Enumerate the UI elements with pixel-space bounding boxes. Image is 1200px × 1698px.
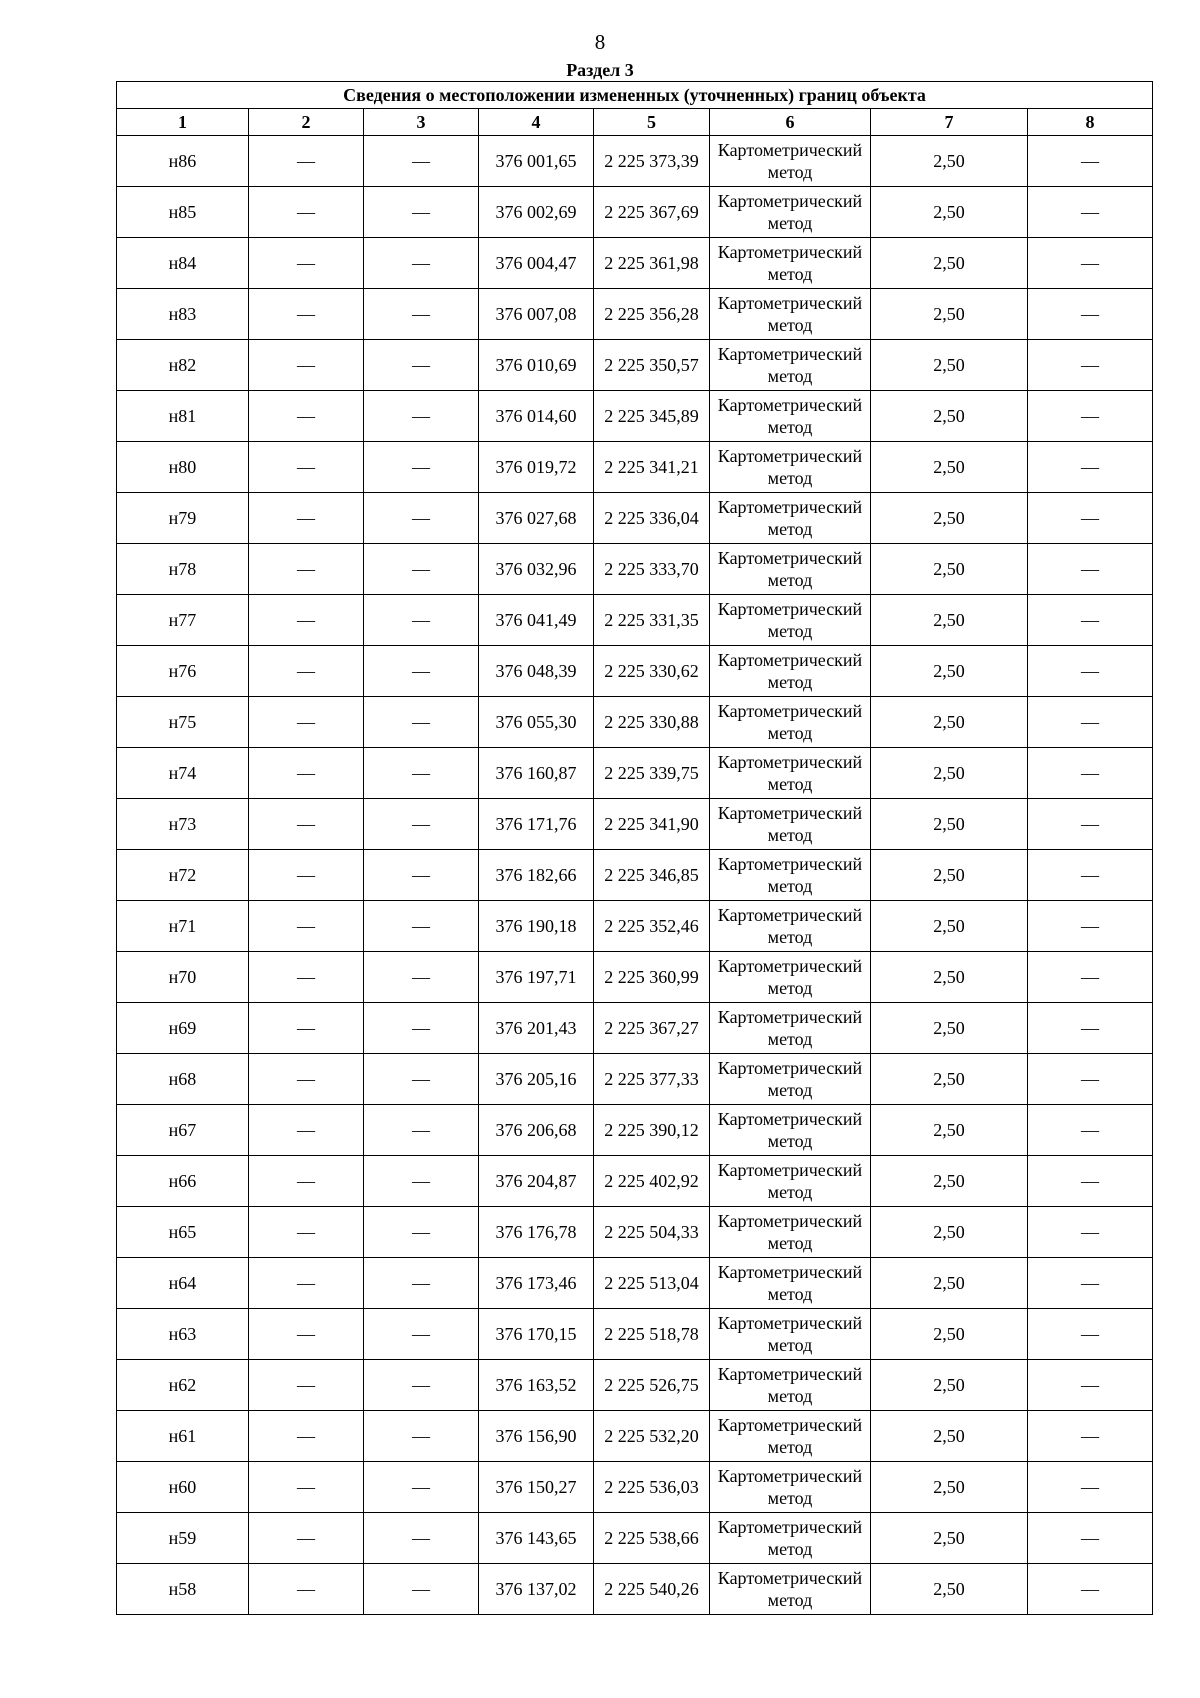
empty-cell: — — [1028, 901, 1153, 952]
empty-cell: — — [364, 1258, 479, 1309]
method-cell: Картометрический метод — [710, 646, 871, 697]
precision-cell: 2,50 — [871, 646, 1028, 697]
x-coordinate-cell: 376 170,15 — [479, 1309, 594, 1360]
table-row — [117, 238, 1153, 289]
x-coordinate-cell: 376 001,65 — [479, 136, 594, 187]
empty-cell: — — [1028, 391, 1153, 442]
precision-cell: 2,50 — [871, 1309, 1028, 1360]
point-number-cell: н79 — [117, 493, 249, 544]
empty-cell: — — [1028, 952, 1153, 1003]
method-cell: Картометрический метод — [710, 1054, 871, 1105]
y-coordinate-cell: 2 225 402,92 — [594, 1156, 710, 1207]
method-cell: Картометрический метод — [710, 493, 871, 544]
empty-cell: — — [364, 391, 479, 442]
table-row — [117, 952, 1153, 1003]
empty-cell: — — [364, 1003, 479, 1054]
x-coordinate-cell: 376 190,18 — [479, 901, 594, 952]
empty-cell: — — [249, 1156, 364, 1207]
empty-cell: — — [364, 595, 479, 646]
column-number-row — [117, 109, 1153, 136]
empty-cell: — — [249, 850, 364, 901]
table-row — [117, 748, 1153, 799]
method-cell: Картометрический метод — [710, 1003, 871, 1054]
precision-cell: 2,50 — [871, 1513, 1028, 1564]
y-coordinate-cell: 2 225 330,88 — [594, 697, 710, 748]
point-number-cell: н75 — [117, 697, 249, 748]
point-number-cell: н60 — [117, 1462, 249, 1513]
method-cell: Картометрический метод — [710, 289, 871, 340]
empty-cell: — — [1028, 1156, 1153, 1207]
empty-cell: — — [249, 136, 364, 187]
y-coordinate-cell: 2 225 540,26 — [594, 1564, 710, 1615]
x-coordinate-cell: 376 163,52 — [479, 1360, 594, 1411]
point-number-cell: н70 — [117, 952, 249, 1003]
empty-cell: — — [249, 289, 364, 340]
precision-cell: 2,50 — [871, 1360, 1028, 1411]
precision-cell: 2,50 — [871, 595, 1028, 646]
empty-cell: — — [249, 1054, 364, 1105]
point-number-cell: н61 — [117, 1411, 249, 1462]
method-cell: Картометрический метод — [710, 391, 871, 442]
point-number-cell: н58 — [117, 1564, 249, 1615]
table-row — [117, 1054, 1153, 1105]
y-coordinate-cell: 2 225 526,75 — [594, 1360, 710, 1411]
method-cell: Картометрический метод — [710, 850, 871, 901]
empty-cell: — — [249, 595, 364, 646]
y-coordinate-cell: 2 225 532,20 — [594, 1411, 710, 1462]
method-cell: Картометрический метод — [710, 1513, 871, 1564]
precision-cell: 2,50 — [871, 136, 1028, 187]
y-coordinate-cell: 2 225 339,75 — [594, 748, 710, 799]
x-coordinate-cell: 376 206,68 — [479, 1105, 594, 1156]
empty-cell: — — [249, 799, 364, 850]
table-row — [117, 289, 1153, 340]
y-coordinate-cell: 2 225 330,62 — [594, 646, 710, 697]
empty-cell: — — [364, 187, 479, 238]
empty-cell: — — [1028, 544, 1153, 595]
empty-cell: — — [1028, 136, 1153, 187]
column-number: 8 — [1028, 109, 1153, 136]
table-row — [117, 1513, 1153, 1564]
precision-cell: 2,50 — [871, 1105, 1028, 1156]
table-caption-row — [117, 82, 1153, 109]
empty-cell: — — [364, 289, 479, 340]
empty-cell: — — [1028, 748, 1153, 799]
method-cell: Картометрический метод — [710, 1564, 871, 1615]
method-cell: Картометрический метод — [710, 595, 871, 646]
table-row — [117, 1156, 1153, 1207]
y-coordinate-cell: 2 225 356,28 — [594, 289, 710, 340]
empty-cell: — — [1028, 1003, 1153, 1054]
empty-cell: — — [1028, 799, 1153, 850]
empty-cell: — — [364, 799, 479, 850]
point-number-cell: н84 — [117, 238, 249, 289]
table-row — [117, 1258, 1153, 1309]
table-row — [117, 901, 1153, 952]
y-coordinate-cell: 2 225 504,33 — [594, 1207, 710, 1258]
x-coordinate-cell: 376 143,65 — [479, 1513, 594, 1564]
precision-cell: 2,50 — [871, 1411, 1028, 1462]
method-cell: Картометрический метод — [710, 544, 871, 595]
point-number-cell: н66 — [117, 1156, 249, 1207]
precision-cell: 2,50 — [871, 442, 1028, 493]
precision-cell: 2,50 — [871, 340, 1028, 391]
empty-cell: — — [364, 646, 479, 697]
method-cell: Картометрический метод — [710, 187, 871, 238]
y-coordinate-cell: 2 225 352,46 — [594, 901, 710, 952]
empty-cell: — — [364, 1309, 479, 1360]
point-number-cell: н59 — [117, 1513, 249, 1564]
empty-cell: — — [364, 850, 479, 901]
empty-cell: — — [1028, 1258, 1153, 1309]
empty-cell: — — [1028, 1564, 1153, 1615]
x-coordinate-cell: 376 014,60 — [479, 391, 594, 442]
point-number-cell: н73 — [117, 799, 249, 850]
precision-cell: 2,50 — [871, 850, 1028, 901]
precision-cell: 2,50 — [871, 1207, 1028, 1258]
empty-cell: — — [1028, 187, 1153, 238]
table-row — [117, 391, 1153, 442]
y-coordinate-cell: 2 225 373,39 — [594, 136, 710, 187]
table-row — [117, 646, 1153, 697]
column-number: 3 — [364, 109, 479, 136]
point-number-cell: н65 — [117, 1207, 249, 1258]
point-number-cell: н72 — [117, 850, 249, 901]
empty-cell: — — [249, 1411, 364, 1462]
point-number-cell: н85 — [117, 187, 249, 238]
precision-cell: 2,50 — [871, 697, 1028, 748]
point-number-cell: н82 — [117, 340, 249, 391]
boundary-coordinates-table — [116, 81, 1153, 1615]
point-number-cell: н64 — [117, 1258, 249, 1309]
empty-cell: — — [364, 544, 479, 595]
point-number-cell: н74 — [117, 748, 249, 799]
x-coordinate-cell: 376 019,72 — [479, 442, 594, 493]
precision-cell: 2,50 — [871, 1156, 1028, 1207]
x-coordinate-cell: 376 204,87 — [479, 1156, 594, 1207]
empty-cell: — — [249, 1207, 364, 1258]
empty-cell: — — [249, 391, 364, 442]
method-cell: Картометрический метод — [710, 1462, 871, 1513]
empty-cell: — — [364, 136, 479, 187]
point-number-cell: н83 — [117, 289, 249, 340]
point-number-cell: н67 — [117, 1105, 249, 1156]
empty-cell: — — [249, 952, 364, 1003]
table-row — [117, 136, 1153, 187]
precision-cell: 2,50 — [871, 1462, 1028, 1513]
x-coordinate-cell: 376 201,43 — [479, 1003, 594, 1054]
y-coordinate-cell: 2 225 536,03 — [594, 1462, 710, 1513]
empty-cell: — — [249, 493, 364, 544]
method-cell: Картометрический метод — [710, 1309, 871, 1360]
y-coordinate-cell: 2 225 360,99 — [594, 952, 710, 1003]
empty-cell: — — [249, 544, 364, 595]
method-cell: Картометрический метод — [710, 1258, 871, 1309]
x-coordinate-cell: 376 027,68 — [479, 493, 594, 544]
method-cell: Картометрический метод — [710, 799, 871, 850]
precision-cell: 2,50 — [871, 289, 1028, 340]
method-cell: Картометрический метод — [710, 901, 871, 952]
column-number: 4 — [479, 109, 594, 136]
method-cell: Картометрический метод — [710, 1411, 871, 1462]
x-coordinate-cell: 376 205,16 — [479, 1054, 594, 1105]
empty-cell: — — [249, 646, 364, 697]
table-row — [117, 493, 1153, 544]
empty-cell: — — [364, 1156, 479, 1207]
method-cell: Картометрический метод — [710, 1207, 871, 1258]
point-number-cell: н76 — [117, 646, 249, 697]
x-coordinate-cell: 376 160,87 — [479, 748, 594, 799]
empty-cell: — — [249, 187, 364, 238]
precision-cell: 2,50 — [871, 1258, 1028, 1309]
empty-cell: — — [1028, 1309, 1153, 1360]
column-number: 5 — [594, 109, 710, 136]
empty-cell: — — [364, 493, 479, 544]
table-row — [117, 1360, 1153, 1411]
table-row — [117, 1411, 1153, 1462]
empty-cell: — — [249, 1462, 364, 1513]
x-coordinate-cell: 376 173,46 — [479, 1258, 594, 1309]
x-coordinate-cell: 376 032,96 — [479, 544, 594, 595]
method-cell: Картометрический метод — [710, 1156, 871, 1207]
empty-cell: — — [1028, 1105, 1153, 1156]
empty-cell: — — [1028, 1411, 1153, 1462]
precision-cell: 2,50 — [871, 748, 1028, 799]
y-coordinate-cell: 2 225 513,04 — [594, 1258, 710, 1309]
empty-cell: — — [249, 1309, 364, 1360]
x-coordinate-cell: 376 002,69 — [479, 187, 594, 238]
precision-cell: 2,50 — [871, 901, 1028, 952]
method-cell: Картометрический метод — [710, 136, 871, 187]
y-coordinate-cell: 2 225 345,89 — [594, 391, 710, 442]
empty-cell: — — [1028, 442, 1153, 493]
y-coordinate-cell: 2 225 331,35 — [594, 595, 710, 646]
empty-cell: — — [249, 238, 364, 289]
table-row — [117, 595, 1153, 646]
empty-cell: — — [249, 1105, 364, 1156]
empty-cell: — — [364, 1207, 479, 1258]
point-number-cell: н63 — [117, 1309, 249, 1360]
empty-cell: — — [364, 1411, 479, 1462]
table-row — [117, 1105, 1153, 1156]
table-row — [117, 442, 1153, 493]
table-row — [117, 799, 1153, 850]
precision-cell: 2,50 — [871, 544, 1028, 595]
precision-cell: 2,50 — [871, 238, 1028, 289]
point-number-cell: н78 — [117, 544, 249, 595]
table-row — [117, 697, 1153, 748]
empty-cell: — — [1028, 238, 1153, 289]
precision-cell: 2,50 — [871, 1054, 1028, 1105]
method-cell: Картометрический метод — [710, 952, 871, 1003]
x-coordinate-cell: 376 171,76 — [479, 799, 594, 850]
table-caption: Сведения о местоположении измененных (уточненных) границ объекта — [117, 82, 1153, 109]
y-coordinate-cell: 2 225 333,70 — [594, 544, 710, 595]
empty-cell: — — [1028, 289, 1153, 340]
method-cell: Картометрический метод — [710, 340, 871, 391]
column-number: 1 — [117, 109, 249, 136]
empty-cell: — — [364, 442, 479, 493]
y-coordinate-cell: 2 225 390,12 — [594, 1105, 710, 1156]
table-row — [117, 340, 1153, 391]
table-row — [117, 187, 1153, 238]
point-number-cell: н77 — [117, 595, 249, 646]
empty-cell: — — [249, 748, 364, 799]
empty-cell: — — [1028, 697, 1153, 748]
table-row — [117, 1462, 1153, 1513]
y-coordinate-cell: 2 225 336,04 — [594, 493, 710, 544]
precision-cell: 2,50 — [871, 493, 1028, 544]
y-coordinate-cell: 2 225 518,78 — [594, 1309, 710, 1360]
empty-cell: — — [364, 952, 479, 1003]
section-title: Раздел 3 — [566, 60, 634, 80]
empty-cell: — — [1028, 1360, 1153, 1411]
x-coordinate-cell: 376 176,78 — [479, 1207, 594, 1258]
method-cell: Картометрический метод — [710, 1105, 871, 1156]
empty-cell: — — [364, 901, 479, 952]
table-row — [117, 1309, 1153, 1360]
page-number: 8 — [594, 30, 606, 54]
empty-cell: — — [1028, 850, 1153, 901]
empty-cell: — — [1028, 1207, 1153, 1258]
y-coordinate-cell: 2 225 350,57 — [594, 340, 710, 391]
empty-cell: — — [364, 1105, 479, 1156]
y-coordinate-cell: 2 225 538,66 — [594, 1513, 710, 1564]
table-row — [117, 850, 1153, 901]
precision-cell: 2,50 — [871, 1003, 1028, 1054]
y-coordinate-cell: 2 225 367,27 — [594, 1003, 710, 1054]
empty-cell: — — [249, 1513, 364, 1564]
method-cell: Картометрический метод — [710, 697, 871, 748]
empty-cell: — — [1028, 646, 1153, 697]
x-coordinate-cell: 376 004,47 — [479, 238, 594, 289]
precision-cell: 2,50 — [871, 187, 1028, 238]
y-coordinate-cell: 2 225 377,33 — [594, 1054, 710, 1105]
point-number-cell: н80 — [117, 442, 249, 493]
column-number: 6 — [710, 109, 871, 136]
point-number-cell: н62 — [117, 1360, 249, 1411]
empty-cell: — — [364, 697, 479, 748]
y-coordinate-cell: 2 225 367,69 — [594, 187, 710, 238]
table-body — [117, 136, 1153, 1615]
method-cell: Картометрический метод — [710, 1360, 871, 1411]
empty-cell: — — [249, 1564, 364, 1615]
precision-cell: 2,50 — [871, 952, 1028, 1003]
empty-cell: — — [1028, 493, 1153, 544]
x-coordinate-cell: 376 182,66 — [479, 850, 594, 901]
method-cell: Картометрический метод — [710, 748, 871, 799]
column-number: 7 — [871, 109, 1028, 136]
empty-cell: — — [1028, 1054, 1153, 1105]
table-row — [117, 1564, 1153, 1615]
empty-cell: — — [249, 697, 364, 748]
empty-cell: — — [249, 1003, 364, 1054]
x-coordinate-cell: 376 041,49 — [479, 595, 594, 646]
empty-cell: — — [1028, 595, 1153, 646]
point-number-cell: н68 — [117, 1054, 249, 1105]
point-number-cell: н71 — [117, 901, 249, 952]
x-coordinate-cell: 376 150,27 — [479, 1462, 594, 1513]
table-row — [117, 544, 1153, 595]
precision-cell: 2,50 — [871, 1564, 1028, 1615]
empty-cell: — — [1028, 340, 1153, 391]
empty-cell: — — [364, 1564, 479, 1615]
table-row — [117, 1003, 1153, 1054]
empty-cell: — — [364, 1360, 479, 1411]
empty-cell: — — [364, 340, 479, 391]
column-number: 2 — [249, 109, 364, 136]
empty-cell: — — [364, 1054, 479, 1105]
y-coordinate-cell: 2 225 341,21 — [594, 442, 710, 493]
empty-cell: — — [364, 1462, 479, 1513]
x-coordinate-cell: 376 137,02 — [479, 1564, 594, 1615]
y-coordinate-cell: 2 225 361,98 — [594, 238, 710, 289]
y-coordinate-cell: 2 225 341,90 — [594, 799, 710, 850]
precision-cell: 2,50 — [871, 799, 1028, 850]
point-number-cell: н81 — [117, 391, 249, 442]
empty-cell: — — [249, 901, 364, 952]
empty-cell: — — [249, 1360, 364, 1411]
empty-cell: — — [249, 442, 364, 493]
empty-cell: — — [364, 1513, 479, 1564]
empty-cell: — — [1028, 1513, 1153, 1564]
x-coordinate-cell: 376 055,30 — [479, 697, 594, 748]
table-row — [117, 1207, 1153, 1258]
x-coordinate-cell: 376 048,39 — [479, 646, 594, 697]
x-coordinate-cell: 376 010,69 — [479, 340, 594, 391]
point-number-cell: н69 — [117, 1003, 249, 1054]
x-coordinate-cell: 376 007,08 — [479, 289, 594, 340]
empty-cell: — — [1028, 1462, 1153, 1513]
empty-cell: — — [364, 238, 479, 289]
x-coordinate-cell: 376 156,90 — [479, 1411, 594, 1462]
point-number-cell: н86 — [117, 136, 249, 187]
y-coordinate-cell: 2 225 346,85 — [594, 850, 710, 901]
empty-cell: — — [249, 340, 364, 391]
method-cell: Картометрический метод — [710, 442, 871, 493]
empty-cell: — — [249, 1258, 364, 1309]
empty-cell: — — [364, 748, 479, 799]
precision-cell: 2,50 — [871, 391, 1028, 442]
x-coordinate-cell: 376 197,71 — [479, 952, 594, 1003]
method-cell: Картометрический метод — [710, 238, 871, 289]
